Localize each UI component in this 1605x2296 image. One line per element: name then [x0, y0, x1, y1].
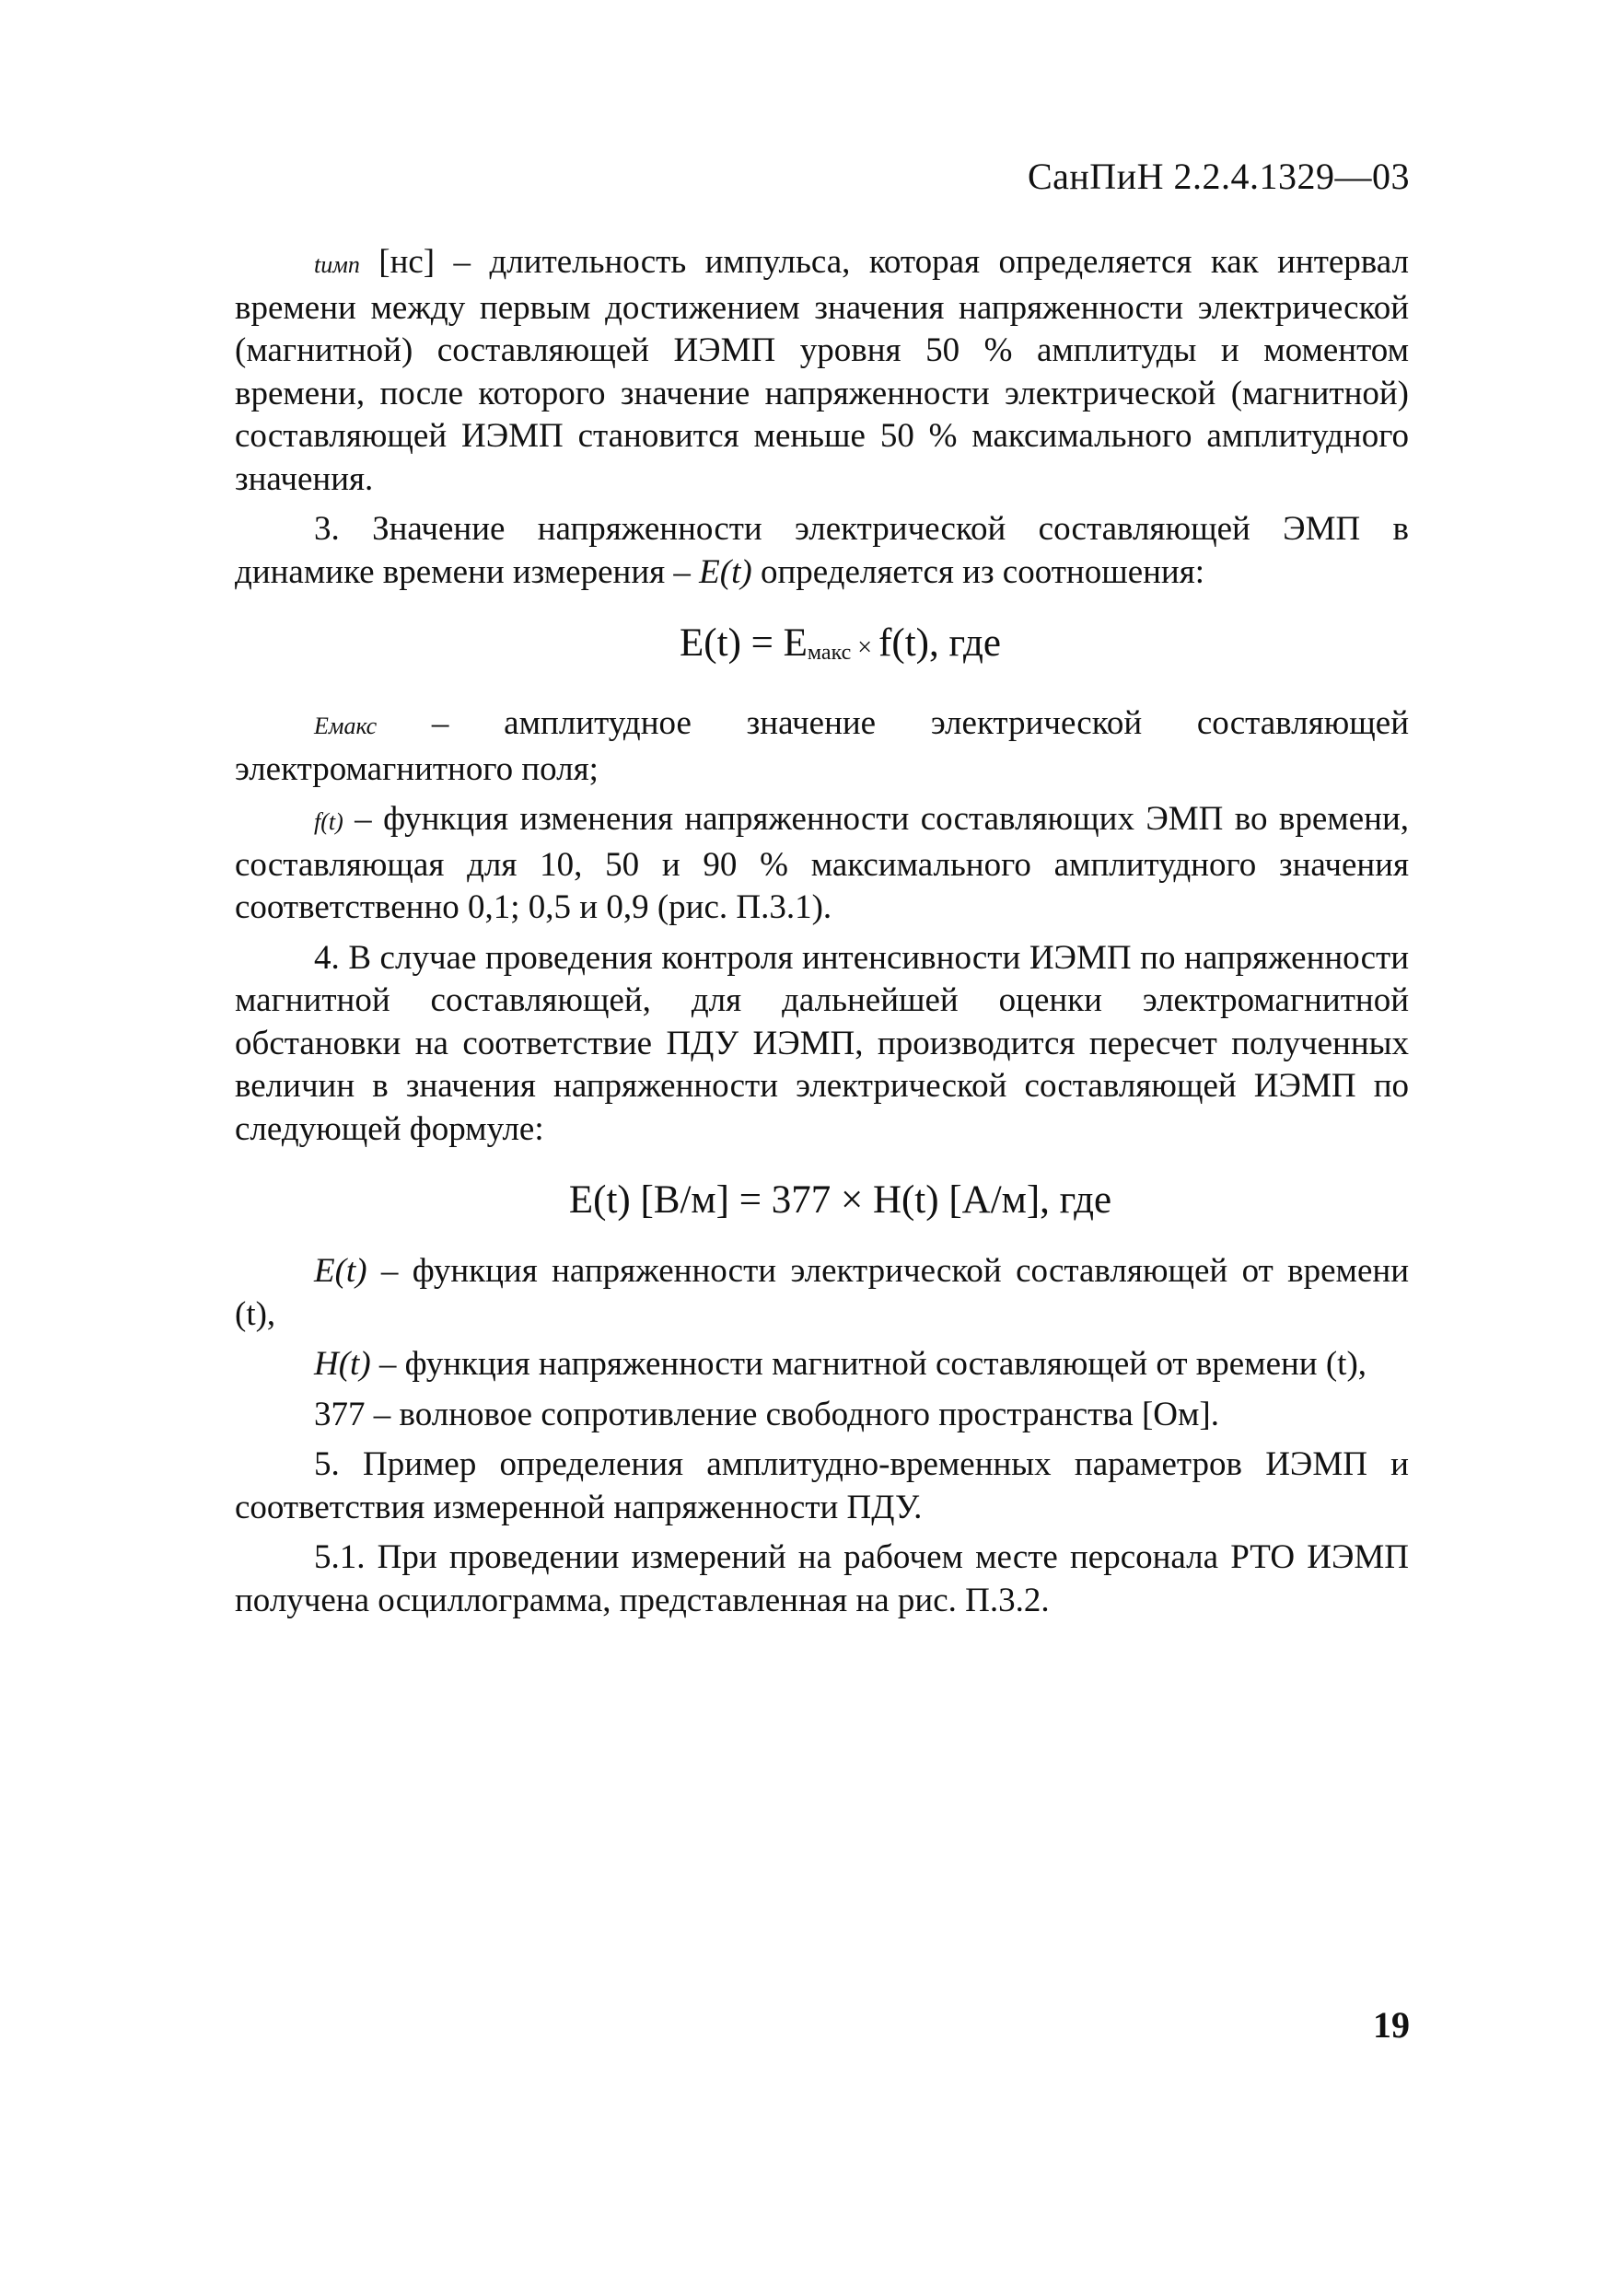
paragraph-f-t — [235, 798, 1409, 930]
e-t-definition: – функция напряженности электрической составляющей от времени (t), — [235, 1252, 1409, 1333]
document-header: СанПиН 2.2.4.1329—03 — [1027, 156, 1410, 197]
page-number: 19 — [1373, 2004, 1410, 2046]
formula1-left: E(t) = E — [680, 621, 808, 665]
formula1-subscript: макс — [807, 641, 852, 665]
t-imp-definition: [нс] – длительность импульса, которая определяется как интервал времени между первым достижением значения напряженности электрической (магнитной) составляющей ИЭМП уровня 50 % амплитуды и моментом времени, после которого значение напряженности электрической (магнитной) составляющей ИЭМП становится меньше 50 % максимального амплитудного значения. — [235, 243, 1409, 498]
symbol-t-imp: tимп — [314, 251, 360, 278]
paragraph-5-1: 5.1. При проведении измерений на рабочем месте персонала РТО ИЭМП получена осциллограмма, представленная на рис. П.3.2. — [235, 1538, 1409, 1619]
formula-e-t — [235, 618, 1409, 678]
symbol-e-t-2: E(t) — [314, 1252, 367, 1290]
paragraph-e-t-definition — [235, 1250, 1409, 1336]
paragraph-3 — [235, 508, 1409, 594]
symbol-e-t: E(t) — [699, 552, 752, 591]
symbol-f-t: f(t) — [314, 808, 343, 835]
emax-definition: – амплитудное значение электрической составляющей электромагнитного поля; — [235, 704, 1409, 788]
document-body — [235, 241, 1409, 1622]
f-t-definition: – функция изменения напряженности составляющих ЭМП во времени, составляющая для 10, 50 и 90 % максимального амплитудного значения соответственно 0,1; 0,5 и 0,9 (рис. П.3.1). — [235, 800, 1409, 926]
paragraph-h-t-definition — [235, 1343, 1409, 1386]
paragraph-377: 377 – волновое сопротивление свободного пространства [Ом]. — [314, 1395, 1219, 1433]
formula-e-h: E(t) [В/м] = 377 × H(t) [А/м], где — [568, 1178, 1112, 1222]
p3-text-start: 3. Значение напряженности электрической составляющей ЭМП в динамике времени измерения – — [235, 510, 1409, 591]
formula1-right: f(t), где — [878, 621, 1001, 665]
p3-text-end: определяется из соотношения: — [751, 552, 1205, 591]
symbol-h-t: H(t) — [314, 1345, 371, 1383]
paragraph-4: 4. В случае проведения контроля интенсивности ИЭМП по напряженности магнитной составляющей, для дальнейшей оценки электромагнитной обстановки на соответствие ПДУ ИЭМП, производится пересчет полученных величин в значения напряженности электрической составляющей ИЭМП по следующей формуле: — [235, 938, 1409, 1148]
paragraph-emax — [235, 702, 1409, 791]
symbol-e-max: Eмакс — [314, 713, 378, 739]
h-t-definition: – функция напряженности магнитной составляющей от времени (t), — [370, 1345, 1367, 1383]
paragraph-5: 5. Пример определения амплитудно-временных параметров ИЭМП и соответствия измеренной напряженности ПДУ. — [235, 1445, 1409, 1526]
paragraph-t-imp — [235, 241, 1409, 501]
formula1-times: × — [851, 633, 879, 662]
